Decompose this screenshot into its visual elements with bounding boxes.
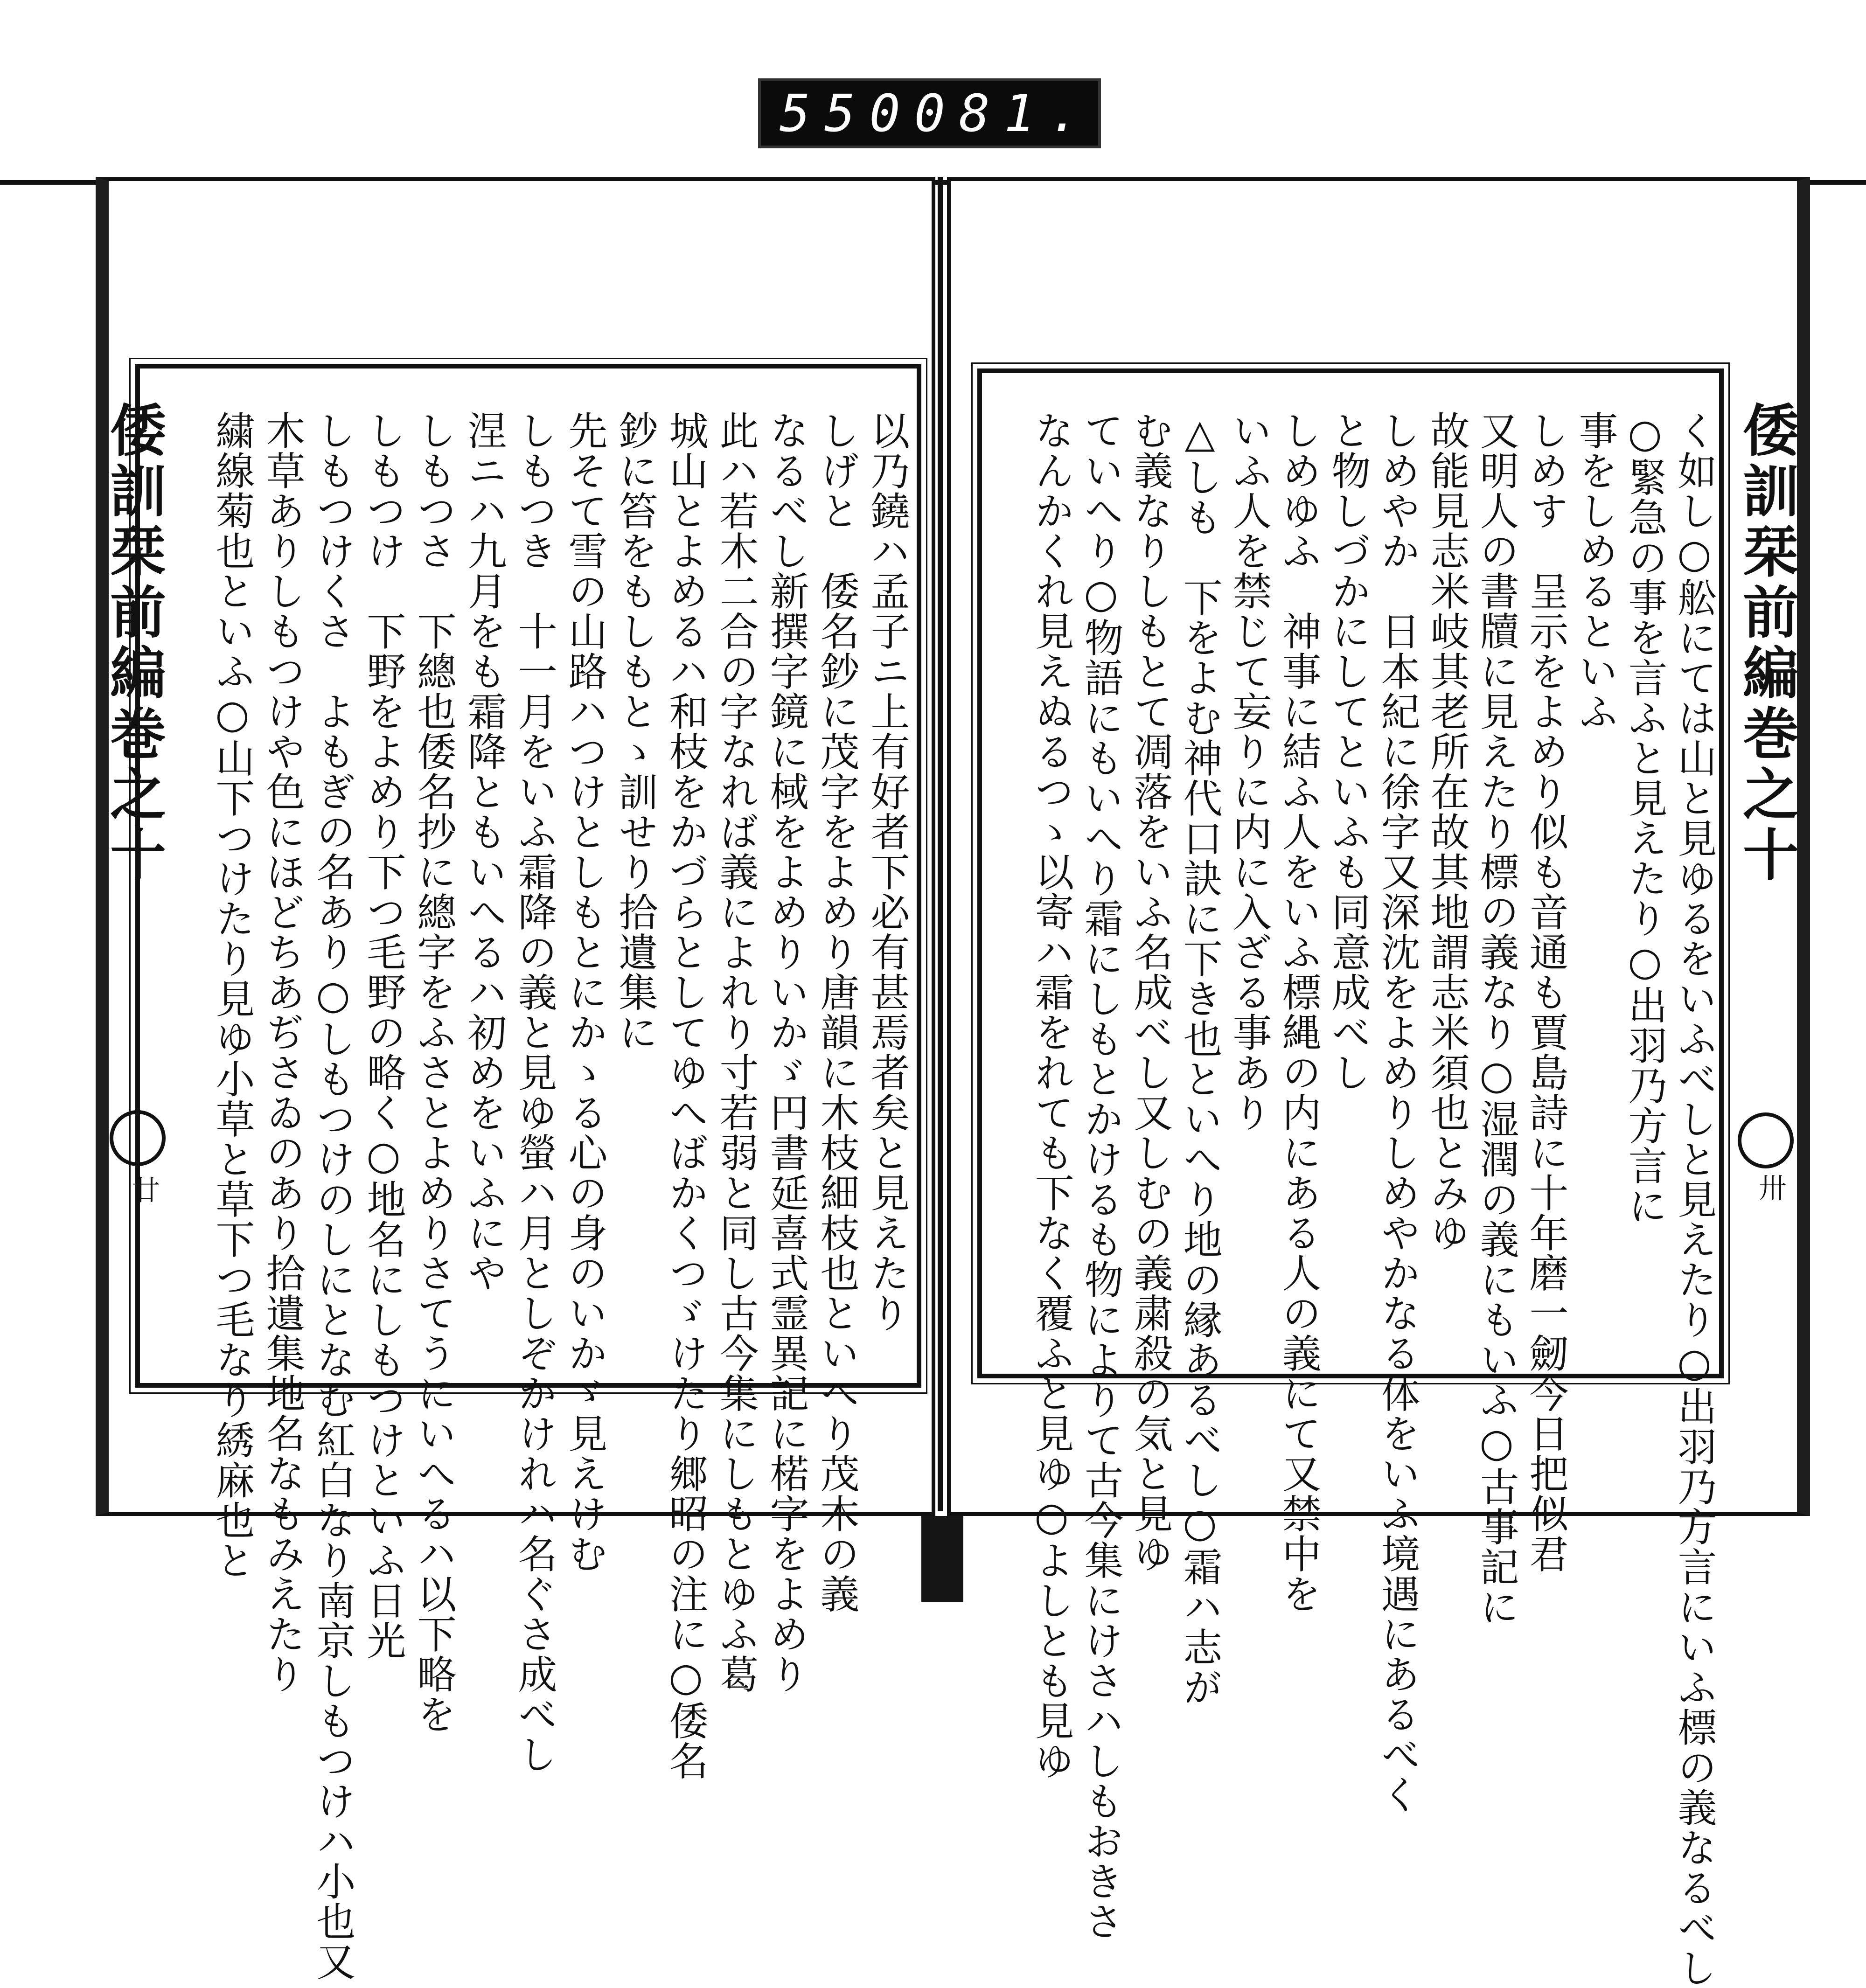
text-column: 鈔に笞をもしもとゝ訓せり拾遺集に: [613, 410, 658, 1052]
right-title-strip: 倭訓栞前編巻之十: [1734, 401, 1799, 886]
text-column: 木草ありしもつけや色にほどちあぢさゐのあり拾遺集地名なもみえたり: [260, 410, 306, 1694]
left-tab-circle: [110, 1110, 166, 1166]
text-column: 以乃鐃ハ孟子ニ上有好者下必有甚焉者矣と見えたり: [864, 410, 910, 1333]
left-folio: 廿: [127, 1175, 160, 1203]
text-column: しもつさ 下總也倭名抄に總字をふさとよめりさてうにいへるハ以下略を: [411, 410, 457, 1734]
book-spine: [938, 177, 943, 1511]
counter-right: 081.: [914, 83, 1094, 143]
text-column: 故能見志米岐其老所在故其地謂志米須也とみゆ: [1424, 410, 1470, 1253]
text-column: 涅ニハ九月をも霜降ともいへるハ初めをいふにや: [461, 410, 507, 1293]
text-column: む義なりしもとて凋落をいふ名成べし又しむの義粛殺の気と見ゆ: [1128, 410, 1173, 1574]
text-column: 又明人の書牘に見えたり標の義なり○湿潤の義にもいふ○古事記に: [1474, 410, 1519, 1627]
text-column: しげと 倭名鈔に茂字をよめり唐韻に木枝細枝也といへり茂木の義: [814, 410, 860, 1614]
text-column: しもつけ 下野をよめり下つ毛野の略く○地名にしもつけといふ日光: [361, 410, 406, 1661]
text-column: 城山とよめるハ和枝をかづらとしてゆへばかくつゞけたり郷昭の注に○倭名: [663, 410, 709, 1781]
text-column: しもつけくさ よもぎの名あり○しもつけのしにとなむ紅白なり南京しもつけハ小也又: [310, 410, 356, 1981]
right-folio: 卅: [1754, 1173, 1787, 1201]
text-column: 事をしめるといふ: [1573, 410, 1618, 731]
counter-left: 550: [780, 83, 914, 143]
text-column: なんかくれ見えぬるつゝ以寄ハ霜をれても下なく覆ふと見ゆ○よしとも見ゆ: [1029, 410, 1074, 1781]
text-column: く如し○舩にては山と見ゆるをいふべしと見えたり○出羽乃方言にいふ標の義なるべし: [1671, 410, 1717, 1988]
text-column: △しも 下をよむ神代口訣に下き也といへり地の縁あるべし○霜ハ志が: [1177, 410, 1223, 1707]
text-column: 先そて雪の山路ハつけとしもとにかゝる心の身のいかゞ見えけむ: [562, 410, 608, 1574]
spine-clamp: [921, 1516, 963, 1602]
text-column: なるべし新撰字鏡に棫をよめりいかゞ円書延喜式霊異記に楉字をよめり: [764, 410, 809, 1694]
text-column: ○緊急の事を言ふと見えたり○出羽乃方言に: [1622, 410, 1668, 1226]
text-column: しめやか 日本紀に徐字又深沈をよめりしめやかなる体をいふ境遇にあるべく: [1375, 410, 1420, 1814]
text-column: しもつき 十一月をいふ霜降の義と見ゆ螢ハ月としぞかけれハ名ぐさ成べし: [512, 410, 557, 1774]
right-tab-circle: [1738, 1112, 1794, 1168]
left-title-strip: 倭訓栞前編巻之十: [101, 401, 167, 886]
text-column: ていへり○物語にもいへり霜にしもとかけるも物によりて古今集にけさハしもおきさ: [1078, 410, 1124, 1941]
text-column: いふ人を禁じて妄りに内に入ざる事あり: [1226, 410, 1272, 1133]
archive-counter-plate: [758, 78, 1101, 148]
text-column: と物しづかにしてといふも同意成べし: [1325, 410, 1371, 1092]
text-column: 此ハ若木二合の字なれば義によれり寸若弱と同し古今集にしもとゆふ葛: [713, 410, 759, 1694]
text-column: しめす 呈示をよめり似も音通も賈島詩に十年磨一劒今日把似君: [1523, 410, 1569, 1574]
text-column: 繍線菊也といふ○山下つけたり見ゆ小草と草下つ毛なり綉麻也と: [209, 410, 255, 1580]
text-column: しめゆふ 神事に結ふ人をいふ標縄の内にある人の義にて又禁中を: [1276, 410, 1322, 1614]
